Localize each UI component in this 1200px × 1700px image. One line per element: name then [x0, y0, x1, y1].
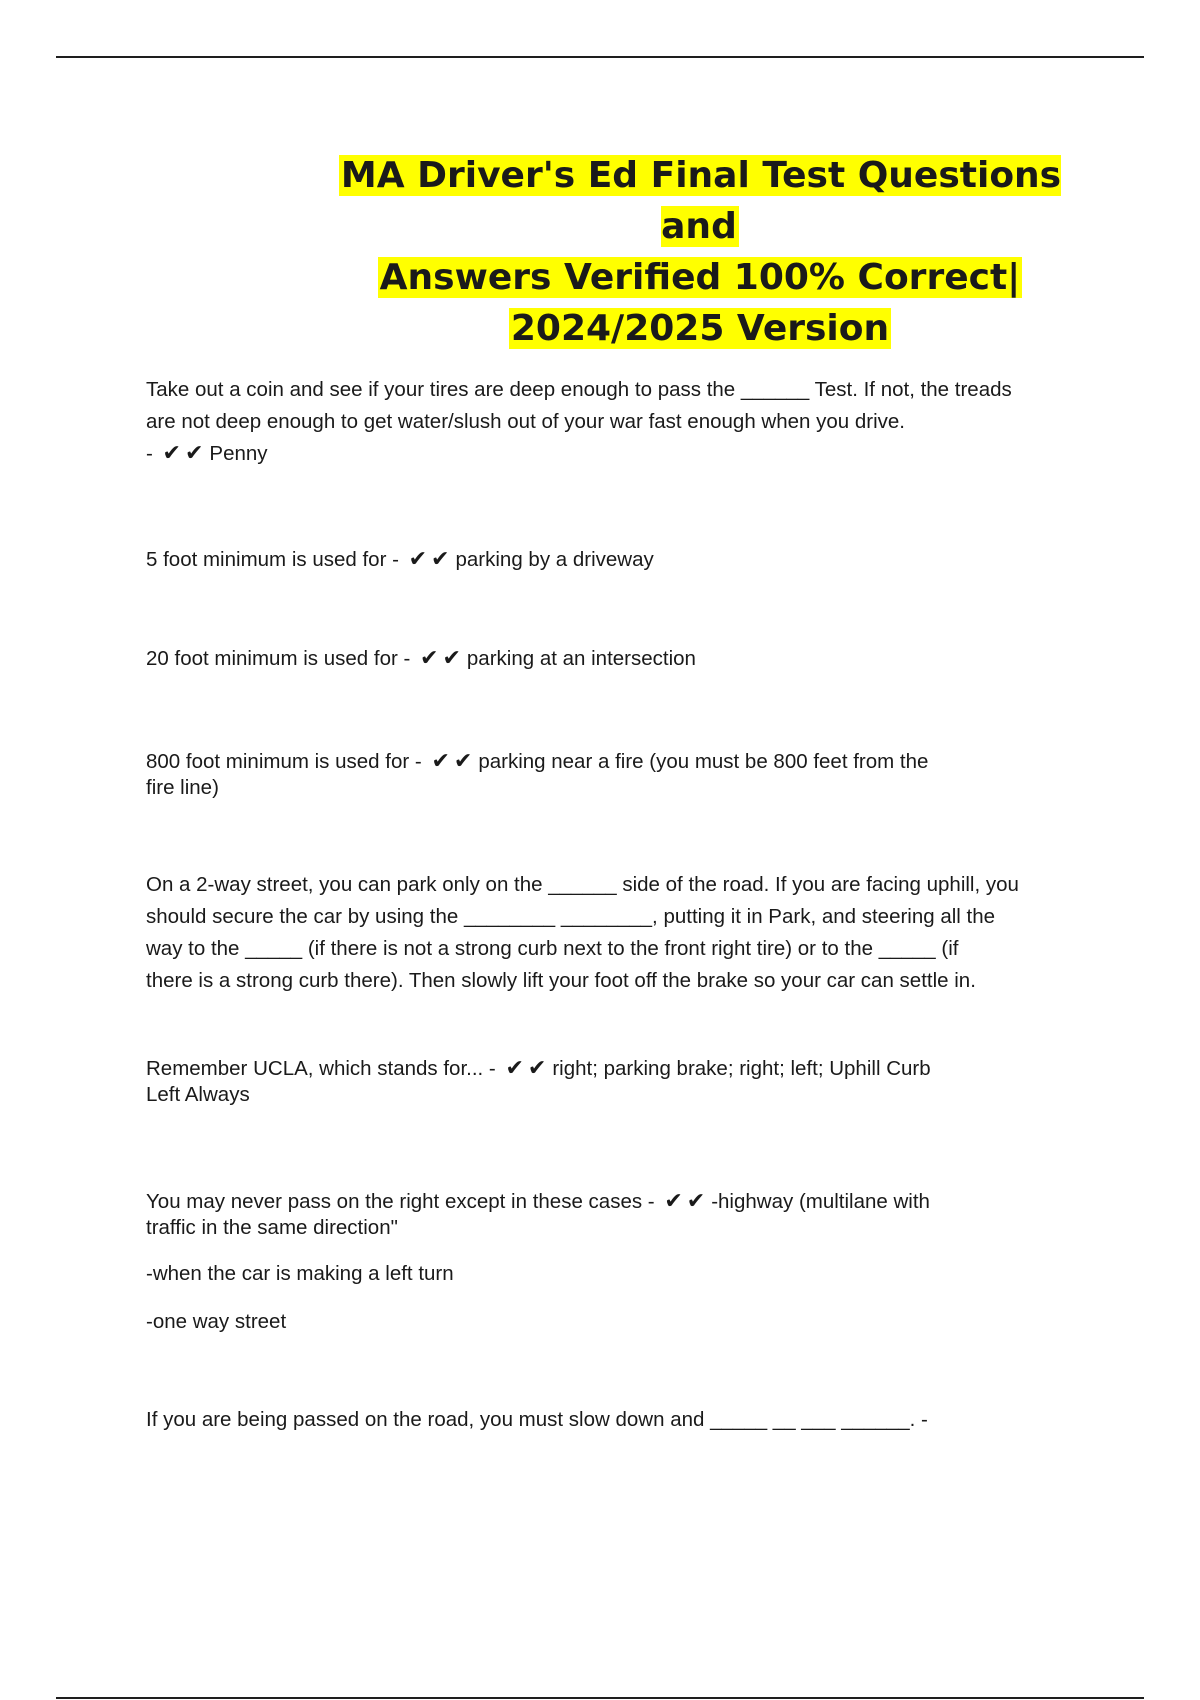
- answer-text: traffic in the same direction": [146, 1216, 398, 1239]
- answer-text: Left Always: [146, 1083, 250, 1106]
- title-line-3: 2024/2025 Version: [510, 308, 890, 349]
- qa-item-3: [146, 642, 1096, 675]
- question-text: Remember UCLA, which stands for... -: [146, 1057, 496, 1080]
- answer-prefix: -: [146, 442, 153, 465]
- answer-text: parking at an intersection: [466, 647, 696, 670]
- answer-text: parking near a fire (you must be 800 feet from the: [478, 750, 929, 773]
- question-text: 20 foot minimum is used for -: [146, 647, 411, 670]
- question-text: If you are being passed on the road, you must slow down and _____ __ ___ ______. -: [146, 1408, 928, 1431]
- answer-text: parking by a driveway: [455, 548, 654, 571]
- answer-row: [146, 1188, 1096, 1215]
- double-checkmark-icon: ✔✔: [420, 645, 465, 670]
- answer-text: right; parking brake; right; left; Uphill Curb: [552, 1057, 931, 1080]
- answer-row: [146, 543, 1096, 576]
- question-text: You may never pass on the right except in these cases -: [146, 1190, 655, 1213]
- double-checkmark-icon: ✔✔: [162, 440, 208, 465]
- bottom-rule: [56, 1697, 1144, 1699]
- question-text: On a 2-way street, you can park only on the ______ side of the road. If you are facing uphill, you: [146, 873, 1019, 896]
- question-text: 800 foot minimum is used for -: [146, 750, 422, 773]
- top-rule: [56, 56, 1144, 58]
- double-checkmark-icon: ✔✔: [505, 1055, 551, 1080]
- qa-item-8: [146, 1404, 1096, 1436]
- qa-item-5: [146, 869, 1096, 997]
- question-text: 5 foot minimum is used for -: [146, 548, 399, 571]
- answer-row: [146, 748, 1096, 775]
- answer-text: -one way street: [146, 1310, 287, 1333]
- title-line-2: Answers Verified 100% Correct|: [379, 257, 1021, 298]
- question-text: way to the _____ (if there is not a strong curb next to the front right tire) or to the _____ (if: [146, 937, 959, 960]
- qa-item-2: [146, 543, 1096, 576]
- qa-item-6: [146, 1055, 1096, 1108]
- double-checkmark-icon: ✔✔: [408, 546, 454, 571]
- qa-item-1: [146, 374, 1096, 469]
- answer-text: -when the car is making a left turn: [146, 1262, 454, 1285]
- answer-row: [146, 642, 1096, 675]
- answer-row: [146, 438, 1096, 469]
- question-text: Take out a coin and see if your tires are deep enough to pass the ______ Test. If not, the treads: [146, 378, 1012, 401]
- document-title: [320, 150, 1080, 354]
- answer-row: [146, 1055, 1096, 1082]
- double-checkmark-icon: ✔✔: [664, 1188, 710, 1213]
- title-line-1: MA Driver's Ed Final Test Questions and: [340, 155, 1062, 247]
- qa-item-7: [146, 1188, 1096, 1335]
- question-text: there is a strong curb there). Then slowly lift your foot off the brake so your car can settle in.: [146, 969, 976, 992]
- qa-item-4: [146, 748, 1096, 801]
- question-text: are not deep enough to get water/slush out of your war fast enough when you drive.: [146, 410, 905, 433]
- answer-text: Penny: [209, 442, 268, 465]
- double-checkmark-icon: ✔✔: [431, 748, 477, 773]
- question-text: should secure the car by using the ________ ________, putting it in Park, and steering all the: [146, 905, 996, 928]
- answer-text: -highway (multilane with: [711, 1190, 930, 1213]
- answer-text: fire line): [146, 776, 219, 799]
